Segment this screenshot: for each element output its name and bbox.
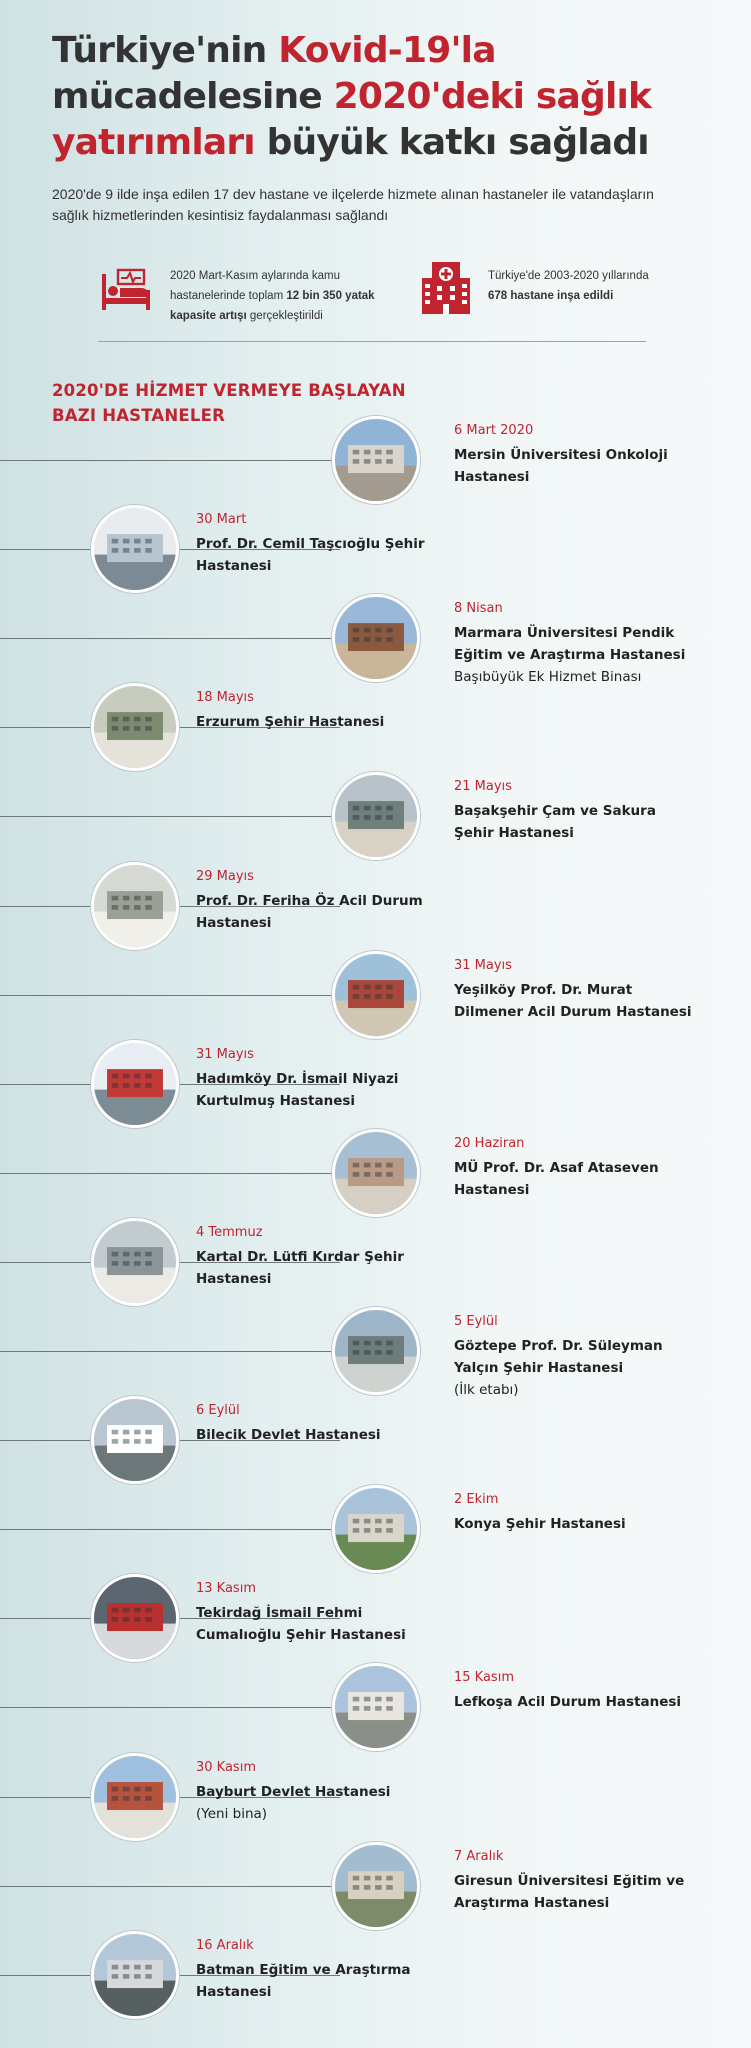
hospital-photo <box>332 1842 420 1930</box>
hospital-note: (İlk etabı) <box>454 1382 519 1398</box>
timeline-connector <box>0 1529 340 1530</box>
hospital-name: Prof. Dr. Cemil Taşcıoğlu Şehir Hastanesi <box>196 536 425 574</box>
stat-bed-pre: 2020 Mart-Kasım aylarında kamu hastanelerinde toplam <box>170 270 341 302</box>
hospital-date: 6 Mart 2020 <box>454 423 534 438</box>
hospital-date: 30 Kasım <box>196 1760 256 1775</box>
hospital-name: Başakşehir Çam ve Sakura Şehir Hastanesi <box>454 803 656 841</box>
hospital-date: 2 Ekim <box>454 1492 499 1507</box>
hospital-photo <box>332 1129 420 1217</box>
hospital-photo <box>332 594 420 682</box>
hospital-photo <box>91 862 179 950</box>
stat-bed-post: gerçekleştirildi <box>246 310 323 322</box>
hospital-entry <box>454 1135 699 1201</box>
hospital-date: 13 Kasım <box>196 1581 256 1596</box>
hospital-entry <box>196 1580 441 1646</box>
hospital-photo <box>91 1396 179 1484</box>
hospital-photo <box>332 1663 420 1751</box>
hospital-photo <box>332 951 420 1039</box>
timeline-connector <box>0 1351 340 1352</box>
hospital-photo <box>332 772 420 860</box>
hospital-date: 16 Aralık <box>196 1938 254 1953</box>
hospital-name: Yeşilköy Prof. Dr. Murat Dilmener Acil Durum Hastanesi <box>454 982 692 1020</box>
title-highlight1: Kovid-19'la <box>278 30 496 71</box>
hospital-name: Konya Şehir Hastanesi <box>454 1516 626 1532</box>
hospital-name: Mersin Üniversitesi Onkoloji Hastanesi <box>454 447 668 485</box>
hospital-date: 20 Haziran <box>454 1136 525 1151</box>
stat-bed-capacity <box>170 266 400 326</box>
hospital-date: 31 Mayıs <box>196 1047 254 1062</box>
hospital-name: Kartal Dr. Lütfi Kırdar Şehir Hastanesi <box>196 1249 404 1287</box>
hospital-photo <box>332 1485 420 1573</box>
hospital-entry <box>454 1313 699 1401</box>
hospital-name: Bilecik Devlet Hastanesi <box>196 1427 381 1443</box>
stat-hospital-bold: 678 hastane inşa edildi <box>488 290 614 302</box>
hospital-entry <box>196 689 441 733</box>
stat-bed-bold: 12 bin 350 yatak kapasite artışı <box>170 290 375 322</box>
hospital-name: Marmara Üniversitesi Pendik Eğitim ve Araştırma Hastanesi <box>454 625 686 663</box>
hospital-name: Bayburt Devlet Hastanesi <box>196 1784 391 1800</box>
hospital-bed-icon <box>100 268 152 312</box>
hospital-entry <box>454 1848 699 1914</box>
hospital-photo <box>332 416 420 504</box>
hospital-name: Prof. Dr. Feriha Öz Acil Durum Hastanesi <box>196 893 423 931</box>
hospital-entry <box>454 1669 699 1713</box>
hospital-photo <box>91 1574 179 1662</box>
hospital-date: 31 Mayıs <box>454 958 512 973</box>
subtitle: 2020'de 9 ilde inşa edilen 17 dev hastane ve ilçelerde hizmete alınan hastaneler ile vatandaşların sağlık hizmetlerinden kesintisiz faydalanması sağlandı <box>52 186 654 223</box>
stat-hospital-count <box>488 266 663 306</box>
timeline-connector <box>0 638 340 639</box>
hospital-date: 30 Mart <box>196 512 247 527</box>
hospital-building-icon <box>420 258 472 314</box>
title-part3: büyük katkı sağladı <box>254 122 649 163</box>
hospital-name: Tekirdağ İsmail Fehmi Cumalıoğlu Şehir Hastanesi <box>196 1605 406 1643</box>
title-highlight2: 2020'deki sağlık yatırımları <box>52 76 652 163</box>
hospital-date: 15 Kasım <box>454 1670 514 1685</box>
hospital-entry <box>454 422 699 488</box>
hospital-entry <box>196 1046 441 1112</box>
hospital-photo <box>91 1753 179 1841</box>
hospital-date: 6 Eylül <box>196 1403 240 1418</box>
hospital-entry <box>196 1937 441 2003</box>
hospital-photo <box>91 505 179 593</box>
hospital-entry <box>454 600 699 688</box>
hospital-note: (Yeni bina) <box>196 1806 268 1822</box>
hospital-photo <box>332 1307 420 1395</box>
hospital-date: 8 Nisan <box>454 601 503 616</box>
hospital-date: 5 Eylül <box>454 1314 498 1329</box>
timeline-connector <box>0 460 340 461</box>
hospital-entry <box>196 1402 441 1446</box>
hospital-name: Lefkoşa Acil Durum Hastanesi <box>454 1694 682 1710</box>
hospital-photo <box>91 1218 179 1306</box>
hospital-entry <box>196 511 441 577</box>
hospital-date: 7 Aralık <box>454 1849 504 1864</box>
hospital-name: Göztepe Prof. Dr. Süleyman Yalçın Şehir Hastanesi <box>454 1338 663 1376</box>
hospital-entry <box>196 868 441 934</box>
hospital-entry <box>196 1759 441 1825</box>
hospital-entry <box>454 778 699 844</box>
hospital-entry <box>454 957 699 1023</box>
hospital-name: Batman Eğitim ve Araştırma Hastanesi <box>196 1962 411 2000</box>
timeline-connector <box>0 1886 340 1887</box>
hospital-name: Giresun Üniversitesi Eğitim ve Araştırma Hastanesi <box>454 1873 685 1911</box>
divider <box>98 341 646 342</box>
hospital-name: Hadımköy Dr. İsmail Niyazi Kurtulmuş Hastanesi <box>196 1071 399 1109</box>
hospital-date: 21 Mayıs <box>454 779 512 794</box>
hospital-name: Erzurum Şehir Hastanesi <box>196 714 385 730</box>
hospital-date: 29 Mayıs <box>196 869 254 884</box>
hospital-date: 18 Mayıs <box>196 690 254 705</box>
timeline-connector <box>0 995 340 996</box>
title-part1: Türkiye'nin <box>52 30 279 71</box>
hospital-photo <box>91 683 179 771</box>
timeline-connector <box>0 1173 340 1174</box>
page-title <box>52 28 732 166</box>
section-title: 2020'DE HİZMET VERMEYE BAŞLAYAN BAZI HASTANELER <box>52 381 406 425</box>
hospital-entry <box>196 1224 441 1290</box>
hospital-photo <box>91 1040 179 1128</box>
hospital-entry <box>454 1491 699 1535</box>
hospital-name: MÜ Prof. Dr. Asaf Ataseven Hastanesi <box>454 1160 659 1198</box>
title-part2: mücadelesine <box>52 76 334 117</box>
stat-hospital-pre: Türkiye'de 2003-2020 yıllarında <box>488 270 649 282</box>
hospital-date: 4 Temmuz <box>196 1225 263 1240</box>
timeline-connector <box>0 1707 340 1708</box>
hospital-photo <box>91 1931 179 2019</box>
timeline-connector <box>0 816 340 817</box>
hospital-note: Başıbüyük Ek Hizmet Binası <box>454 669 642 685</box>
